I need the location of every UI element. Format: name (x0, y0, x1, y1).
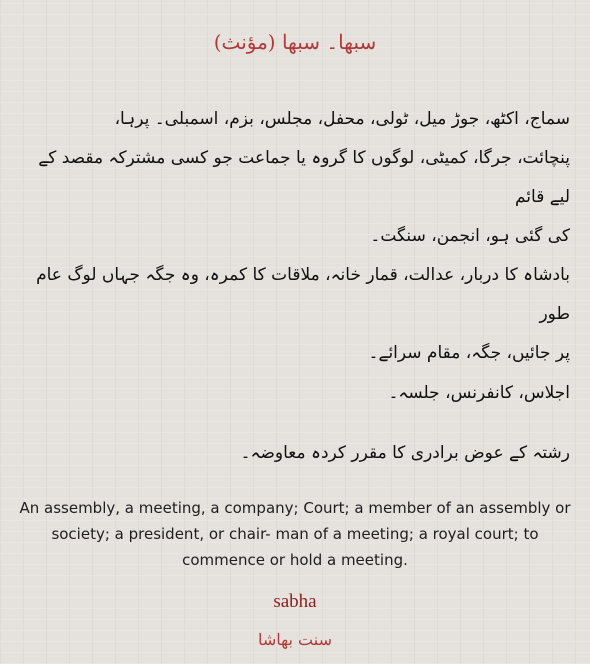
urdu-definition-line: پر جائیں، جگہ، مقام سرائے۔ (368, 343, 570, 363)
urdu-definition-line: کی گئی ہو، انجمن، سنگت۔ (370, 226, 570, 246)
urdu-definition-line: رشتہ کے عوض برادری کا مقرر کردہ معاوضہ۔ (240, 443, 570, 463)
urdu-definition-2 (12, 256, 578, 373)
urdu-definition-line: پنچائت، جرگا، کمیٹی، لوگوں کا گروہ یا جماعت جو کسی مشترکہ مقصد کے لیے قائم (38, 148, 570, 207)
urdu-definition-line: اجلاس، کانفرنس، جلسہ۔ (388, 383, 570, 403)
urdu-definition-line: سماج، اکٹھ، جوڑ میل، ٹولی، محفل، مجلس، بزم، اسمبلی۔ پرہا، (114, 109, 570, 129)
english-definition: An assembly, a meeting, a company; Court; a member of an assembly or society; a president, or chair- man of a meeting; a royal court; to commence or hold a meeting. (19, 499, 571, 569)
urdu-definition-line: بادشاہ کا دربار، عدالت، قمار خانہ، ملاقات کا کمرہ، وہ جگہ جہاں لوگ عام طور (36, 265, 570, 324)
urdu-definition-4 (12, 434, 578, 473)
transliteration: sabha (273, 591, 317, 612)
headword: سبھا۔ سبھا (مؤنث) (213, 30, 377, 54)
urdu-definition-3 (12, 374, 578, 413)
urdu-definition-1 (12, 100, 578, 256)
language-origin: سنت بھاشا (257, 630, 332, 649)
